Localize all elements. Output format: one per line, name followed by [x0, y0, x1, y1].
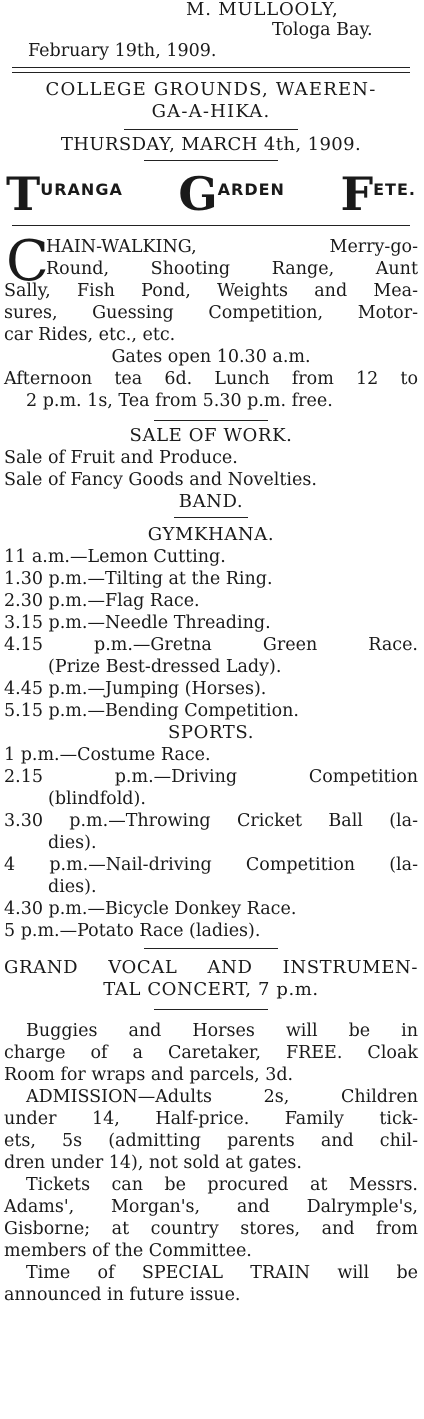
section-heading: BAND. — [178, 491, 244, 512]
divider — [144, 948, 278, 949]
tea-line: 2 p.m. 1s, Tea from 5.30 p.m. free. — [26, 391, 333, 411]
program-item: 1.30 p.m.—Tilting at the Ring. — [4, 569, 273, 589]
divider — [124, 129, 298, 130]
notice-line: Room for wraps and parcels, 3d. — [4, 1065, 294, 1085]
header-block — [4, 0, 418, 62]
sale-block — [4, 425, 418, 513]
intro-line: HAIN-WALKING, Merry-go- — [46, 237, 418, 257]
notice-line: ets, 5s (admitting parents and chil- — [4, 1131, 418, 1151]
notice-date: February 19th, 1909. — [28, 41, 217, 61]
title-word — [6, 167, 123, 221]
sale-line: Sale of Fruit and Produce. — [4, 448, 238, 468]
sports-block — [4, 722, 418, 942]
title-rest: ARDEN — [217, 180, 285, 199]
intro-line: car Rides, etc., etc. — [4, 325, 176, 345]
intro-line: Round, Shooting Range, Aunt — [46, 259, 418, 279]
concert-line: GRAND VOCAL AND INSTRUMEN- — [4, 957, 418, 978]
title-rest: ETE. — [373, 180, 416, 199]
program-item: 1 p.m.—Costume Race. — [4, 745, 211, 765]
intro-line: sures, Guessing Competition, Motor- — [4, 303, 418, 323]
notices-block — [4, 1020, 418, 1306]
title-rest: URANGA — [40, 180, 123, 199]
divider — [154, 1009, 268, 1010]
divider — [12, 72, 410, 73]
notice-line: Tickets can be procured at Messrs. — [26, 1175, 418, 1195]
gates-open: Gates open 10.30 a.m. — [111, 347, 311, 367]
concert-line: TAL CONCERT, 7 p.m. — [103, 979, 319, 1000]
program-item-note: (Prize Best-dressed Lady). — [48, 657, 282, 677]
section-heading: GYMKHANA. — [147, 524, 275, 545]
divider — [154, 420, 268, 421]
program-item-note: dies). — [48, 833, 97, 853]
notice-line: under 14, Half-price. Family tick- — [4, 1109, 418, 1129]
program-item: 4.30 p.m.—Bicycle Donkey Race. — [4, 899, 297, 919]
program-item-note: dies). — [48, 877, 97, 897]
gymkhana-block — [4, 524, 418, 722]
divider — [174, 517, 248, 518]
title-initial: T — [6, 167, 41, 221]
notice-line: announced in future issue. — [4, 1285, 241, 1305]
program-item: 2.30 p.m.—Flag Race. — [4, 591, 200, 611]
concert-block — [4, 957, 418, 1001]
title-word — [178, 167, 285, 221]
notice-line: Buggies and Horses will be in — [26, 1021, 418, 1041]
notice-line: Gisborne; at country stores, and from — [4, 1219, 418, 1239]
divider — [144, 160, 278, 161]
program-item: 11 a.m.—Lemon Cutting. — [4, 547, 226, 567]
intro-line: Sally, Fish Pond, Weights and Mea- — [4, 281, 418, 301]
program-item: 3.15 p.m.—Needle Threading. — [4, 613, 271, 633]
signer-place: Tologa Bay. — [272, 20, 373, 40]
section-heading: SPORTS. — [167, 722, 255, 743]
title-word — [340, 167, 416, 221]
venue-line: COLLEGE GROUNDS, WAEREN- — [45, 79, 377, 100]
title-initial: G — [178, 167, 218, 221]
program-item: 2.15 p.m.—Driving Competition — [4, 767, 418, 787]
sale-line: Sale of Fancy Goods and Novelties. — [4, 470, 317, 490]
notice-line: Time of SPECIAL TRAIN will be — [26, 1263, 418, 1283]
program-item-note: (blindfold). — [48, 789, 146, 809]
program-item: 4.15 p.m.—Gretna Green Race. — [4, 635, 418, 655]
drop-cap: C — [6, 229, 49, 294]
venue-block — [4, 79, 418, 123]
divider — [12, 225, 410, 226]
program-item: 3.30 p.m.—Throwing Cricket Ball (la- — [4, 811, 418, 831]
section-heading: SALE OF WORK. — [129, 425, 293, 446]
fete-title — [4, 165, 418, 221]
intro-block — [4, 229, 418, 412]
event-date: THURSDAY, MARCH 4th, 1909. — [60, 134, 362, 155]
notice-line: ADMISSION—Adults 2s, Children — [26, 1087, 418, 1107]
tea-line: Afternoon tea 6d. Lunch from 12 to — [4, 369, 418, 389]
program-item: 4 p.m.—Nail-driving Competition (la- — [4, 855, 418, 875]
signer-name: M. MULLOOLY, — [186, 0, 339, 20]
notice-line: dren under 14), not sold at gates. — [4, 1153, 302, 1173]
title-initial: F — [340, 167, 374, 221]
notice-line: members of the Committee. — [4, 1241, 252, 1261]
program-item: 5 p.m.—Potato Race (ladies). — [4, 921, 261, 941]
notice-line: Adams', Morgan's, and Dalrymple's, — [4, 1197, 418, 1217]
notice-line: charge of a Caretaker, FREE. Cloak — [4, 1043, 418, 1063]
program-item: 5.15 p.m.—Bending Competition. — [4, 701, 299, 721]
divider — [12, 67, 410, 68]
venue-line: GA-A-HIKA. — [151, 101, 271, 122]
program-item: 4.45 p.m.—Jumping (Horses). — [4, 679, 267, 699]
